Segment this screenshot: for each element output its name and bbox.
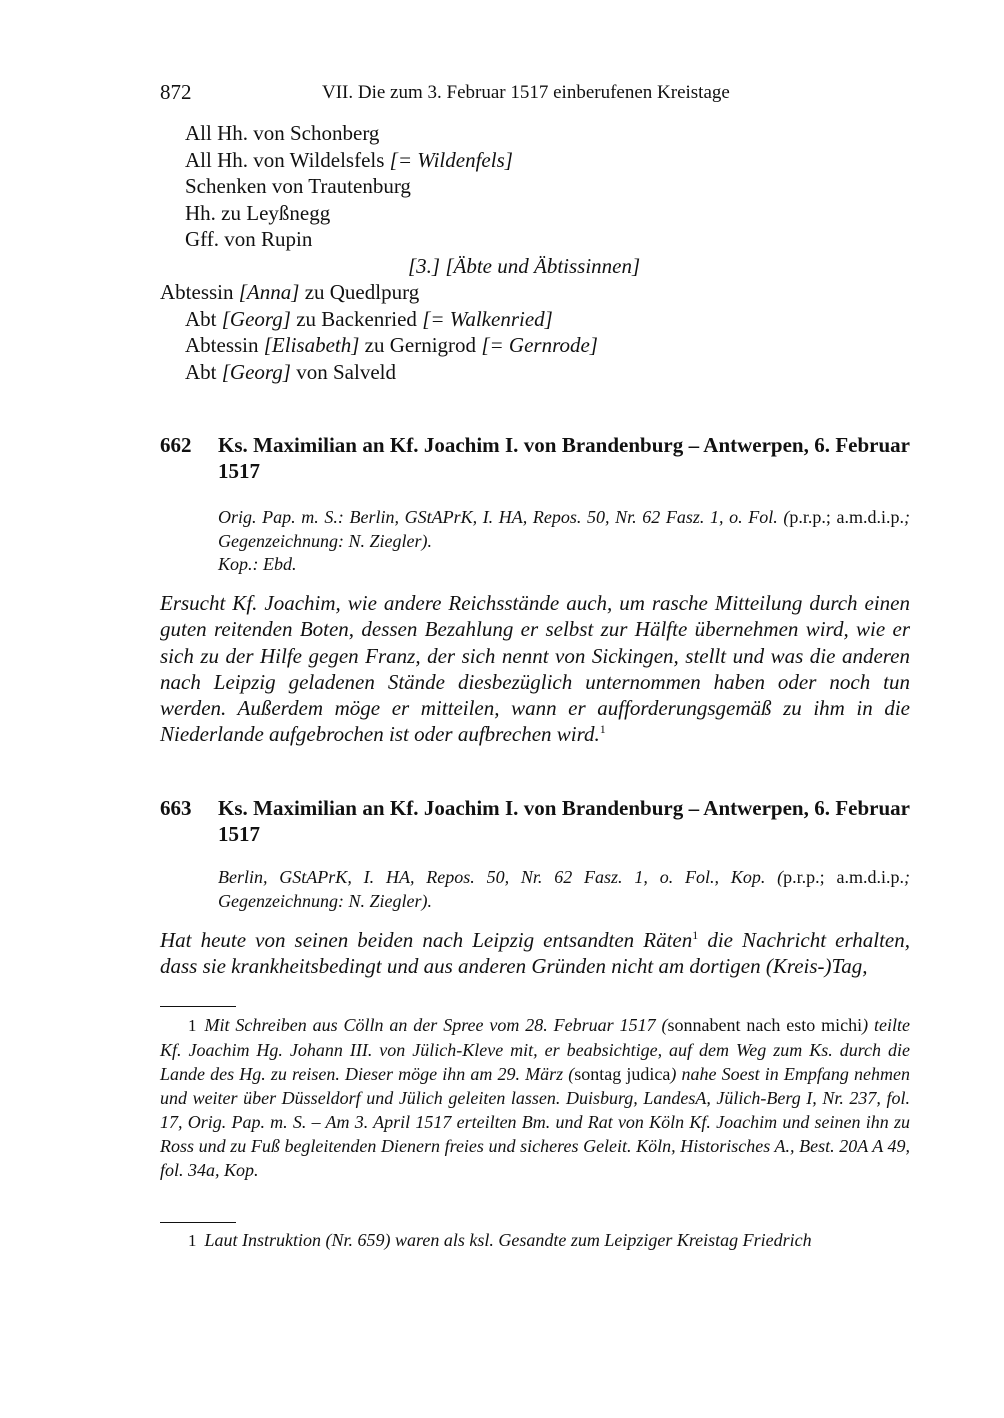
entry-663-source: Berlin, GStAPrK, I. HA, Repos. 50, Nr. 62 Fasz. 1, o. Fol., Kop. (p.r.p.; a.m.d.i.p.; Gegenzeichnung: N. Ziegler). xyxy=(218,867,910,911)
entry-title: Ks. Maximilian an Kf. Joachim I. von Brandenburg – Antwerpen, 6. Februar 1517 xyxy=(218,433,910,483)
entry-663-regest: Hat heute von seinen beiden nach Leipzig entsandten Räten$^1$ die Nachricht erhalten, dass sie krankheitsbedingt und aus anderen Gründen nicht am dortigen (Kreis-)Tag, xyxy=(160,928,910,979)
section-heading: [3.] [Äbte und Äbtissinnen] xyxy=(408,253,641,278)
list-item: Abt [Georg] von Salveld xyxy=(185,359,396,384)
running-title: VII. Die zum 3. Februar 1517 einberufenen Kreistage xyxy=(322,82,730,103)
list-item: Abt [Georg] zu Backenried [= Walkenried] xyxy=(185,306,553,331)
entry-662-heading xyxy=(160,432,910,484)
footnote-rule xyxy=(160,1006,236,1007)
entry-662-regest: Ersucht Kf. Joachim, wie andere Reichsstände auch, um rasche Mitteilung durch einen guten reitenden Boten, dessen Bezahlung er selbst zur Hälfte übernehmen wird, wie er sich zu der Hilfe gegen Franz, der sich nennt von Sickingen, stellt und was die anderen nach Leipzig geladenen Stände diesbezüglich unternommen haben oder noch tun werden. Außerdem möge er mitteilen, wann er aufforderungsgemäß zu ihm in die Niederlande aufgebrochen ist oder aufbrechen wird.$^1$ xyxy=(160,591,910,747)
list-item: All Hh. von Wildelsfels [= Wildenfels] xyxy=(185,147,513,172)
page-number: 872 xyxy=(160,80,192,104)
list-item: Abtessin [Anna] zu Quedlpurg xyxy=(160,280,420,304)
list-item: Gff. von Rupin xyxy=(185,227,313,251)
footnote-marker: 1 xyxy=(692,928,699,942)
list-item: All Hh. von Schonberg xyxy=(185,121,380,145)
footnote-rule xyxy=(160,1222,236,1223)
footnote-663-1: 1 Laut Instruktion (Nr. 659) waren als ksl. Gesandte zum Leipziger Kreistag Friedrich xyxy=(188,1230,812,1250)
estates-list xyxy=(160,120,920,385)
list-item: Schenken von Trautenburg xyxy=(185,174,411,198)
entry-number: 663 xyxy=(160,796,192,820)
entry-663-heading xyxy=(160,795,910,847)
entry-number: 662 xyxy=(160,433,192,457)
list-item: Hh. zu Leyßnegg xyxy=(185,200,331,225)
entry-662-source: Orig. Pap. m. S.: Berlin, GStAPrK, I. HA, Repos. 50, Nr. 62 Fasz. 1, o. Fol. (p.r.p.; a.m.d.i.p.; Gegenzeichnung: N. Ziegler). Kop.: Ebd. xyxy=(218,507,910,574)
entry-title: Ks. Maximilian an Kf. Joachim I. von Brandenburg – Antwerpen, 6. Februar 1517 xyxy=(218,796,910,846)
list-item: Abtessin [Elisabeth] zu Gernigrod [= Gernrode] xyxy=(185,333,598,357)
footnote-marker: 1 xyxy=(599,722,606,737)
footnote-662-1: 1 Mit Schreiben aus Cölln an der Spree vom 28. Februar 1517 (sonnabent nach esto michi) teilte Kf. Joachim Hg. Johann III. von Jülich-Kleve mit, er beabsichtige, auf dem Weg zum Ks. durch die Lande des Hg. zu reisen. Dieser möge ihn am 29. März (sontag judica) nahe Soest in Empfang nehmen und weiter über Düsseldorf und Jülich geleiten lassen. Duisburg, LandesA, Jülich-Berg I, Nr. 237, fol. 17, Orig. Pap. m. S. – Am 3. April 1517 erteilten Bm. und Rat von Köln Kf. Joachim und seinen ihn zu Ross und zu Fuß begleitenden Dienern freies und sicheres Geleit. Köln, Historisches A., Best. 20A A 49, fol. 34a, Kop. xyxy=(160,1015,910,1180)
